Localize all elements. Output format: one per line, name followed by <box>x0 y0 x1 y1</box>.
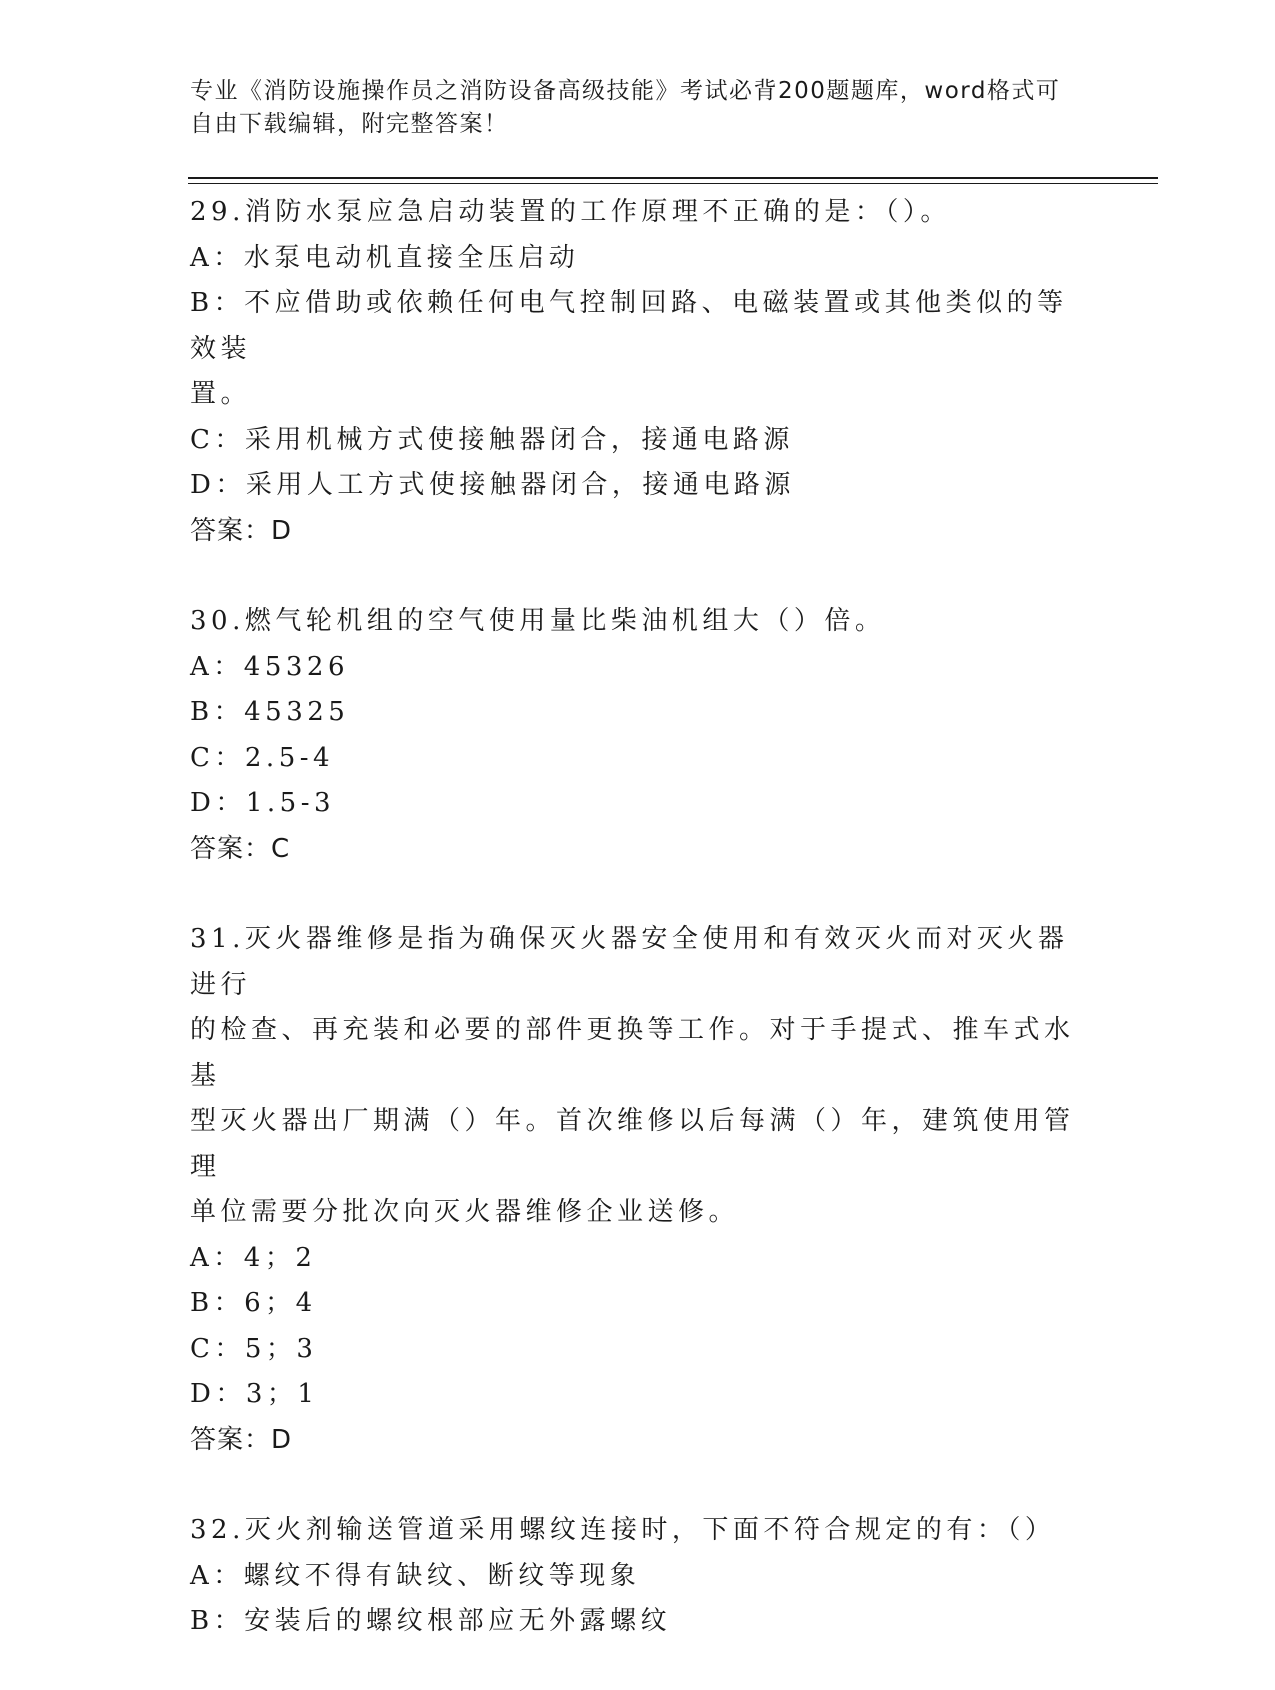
question-stem-line-3: 型灭火器出厂期满（）年。首次维修以后每满（）年，建筑使用管理 <box>190 1106 1075 1182</box>
header-line-2: 自由下载编辑，附完整答案！ <box>190 111 509 137</box>
option-b: B：不应借助或依赖任何电气控制回路、电磁装置或其他类似的等效装 <box>190 288 1068 364</box>
question-30 <box>190 599 1090 872</box>
header-divider-thick <box>188 177 1158 179</box>
question-29 <box>190 190 1090 554</box>
question-32 <box>190 1508 1090 1645</box>
answer-label: 答案：D <box>190 515 293 546</box>
document-header <box>190 75 1090 141</box>
question-stem: 30.燃气轮机组的空气使用量比柴油机组大（）倍。 <box>190 606 886 636</box>
question-31 <box>190 917 1090 1463</box>
option-b: B：安装后的螺纹根部应无外露螺纹 <box>190 1606 672 1636</box>
option-a: A：45326 <box>190 651 349 682</box>
option-d: D：3；1 <box>190 1379 319 1409</box>
question-stem-line-4: 单位需要分批次向灭火器维修企业送修。 <box>190 1197 740 1227</box>
answer-label: 答案：C <box>190 833 291 864</box>
option-a: A：螺纹不得有缺纹、断纹等现象 <box>190 1560 641 1591</box>
question-stem-line-1: 31.灭火器维修是指为确保灭火器安全使用和有效灭火而对灭火器进行 <box>190 924 1069 1000</box>
question-stem-line-2: 的检查、再充装和必要的部件更换等工作。对于手提式、推车式水基 <box>190 1015 1075 1091</box>
option-c: C：5；3 <box>190 1333 318 1364</box>
question-stem: 29.消防水泵应急启动装置的工作原理不正确的是：（）。 <box>190 197 951 227</box>
option-c: C：采用机械方式使接触器闭合，接通电路源 <box>190 424 794 455</box>
question-stem: 32.灭火剂输送管道采用螺纹连接时，下面不符合规定的有：（） <box>190 1515 1056 1545</box>
option-b-continued: 置。 <box>190 379 252 409</box>
option-d: D：采用人工方式使接触器闭合，接通电路源 <box>190 470 795 500</box>
option-c: C：2.5-4 <box>190 742 335 773</box>
option-a: A：水泵电动机直接全压启动 <box>190 242 580 273</box>
question-list <box>190 190 1090 1690</box>
header-divider-thin <box>188 183 1158 184</box>
header-line-1: 专业《消防设施操作员之消防设备高级技能》考试必背200题题库，word格式可 <box>190 78 1061 104</box>
option-b: B：6；4 <box>190 1288 317 1318</box>
option-b: B：45325 <box>190 697 350 727</box>
option-d: D：1.5-3 <box>190 788 336 818</box>
option-a: A：4；2 <box>190 1242 317 1273</box>
answer-label: 答案：D <box>190 1424 293 1455</box>
